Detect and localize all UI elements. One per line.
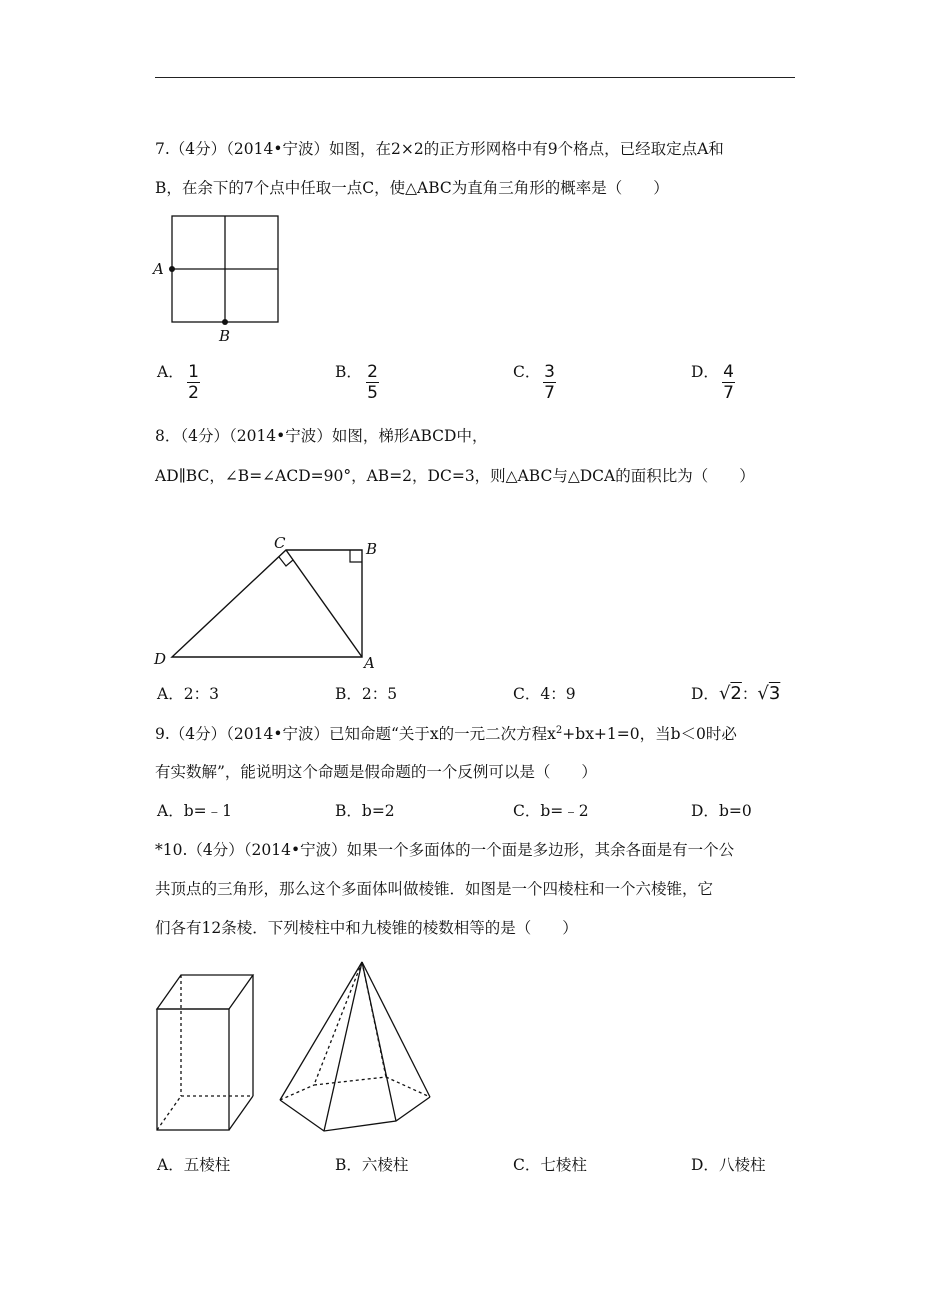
- q7-text-line2: B，在余下的7个点中任取一点C，使△ABC为直角三角形的概率是（ ）: [155, 179, 669, 197]
- label-a: A: [364, 654, 375, 672]
- value: b=﹣2: [540, 802, 589, 820]
- q7-option-d-fraction: [722, 363, 735, 402]
- q9-text-line1: [155, 724, 737, 744]
- q9-text-line2: 有实数解”，能说明这个命题是假命题的一个反例可以是（ ）: [155, 763, 597, 781]
- value: b=2: [361, 802, 395, 820]
- prism-hidden-edges: [157, 975, 253, 1130]
- prism-solid: [157, 975, 253, 1130]
- pyramid-hidden-edges: [280, 962, 430, 1100]
- q10-option-c: [513, 1155, 587, 1175]
- value: 2：5: [361, 685, 398, 703]
- trapezoid-outline: [172, 550, 362, 657]
- denominator: 5: [367, 383, 378, 403]
- numerator: 3: [544, 362, 555, 382]
- numerator: 1: [188, 362, 199, 382]
- q7-option-a-fraction: [187, 363, 200, 402]
- q7-grid-figure: [148, 210, 288, 350]
- q9-line1-post: +bx+1=0，当b＜0时必: [562, 725, 737, 743]
- q8-text-line2: AD∥BC，∠B=∠ACD=90°，AB=2，DC=3，则△ABC与△DCA的面积比为（ ）: [155, 467, 755, 485]
- q7-option-d-letter: D．: [691, 363, 719, 381]
- letter: C．: [513, 802, 541, 820]
- point-a: [169, 266, 175, 272]
- q7-option-c-fraction: [543, 363, 556, 402]
- value: 八棱柱: [718, 1156, 766, 1174]
- prism-bottom-right-edge: [229, 1096, 253, 1130]
- pyramid-base-front: [280, 1097, 430, 1131]
- letter: B．: [335, 685, 362, 703]
- q9-option-b: [335, 801, 395, 821]
- letter: B．: [335, 1156, 362, 1174]
- letter: D．: [691, 685, 719, 703]
- q10-option-d: [691, 1155, 765, 1175]
- right-angle-c: [279, 557, 293, 566]
- point-b: [222, 319, 228, 325]
- q10-text-line2: 共顶点的三角形，那么这个多面体叫做棱锥．如图是一个四棱柱和一个六棱锥，它: [155, 880, 714, 898]
- value: 六棱柱: [361, 1156, 409, 1174]
- q7-option-b-letter: B．: [335, 363, 362, 381]
- denominator: 2: [188, 383, 199, 403]
- value: 七棱柱: [540, 1156, 587, 1174]
- q10-solids-figure: [150, 955, 450, 1140]
- prism-front-face: [157, 1009, 229, 1130]
- letter: D．: [691, 802, 719, 820]
- q8-option-c: [513, 684, 576, 704]
- q8-option-a: [157, 684, 219, 704]
- value: 4：9: [540, 685, 576, 703]
- q8-option-b: [335, 684, 397, 704]
- q8-text-line1: 8．（4分）（2014•宁波）如图，梯形ABCD中，: [155, 427, 488, 445]
- q7-option-b-fraction: [366, 363, 379, 402]
- letter: C．: [513, 685, 541, 703]
- value: b=﹣1: [183, 802, 232, 820]
- value: 五棱柱: [183, 1156, 231, 1174]
- label-a: A: [153, 260, 164, 278]
- q10-text-line1: *10.（4分）（2014•宁波）如果一个多面体的一个面是多边形，其余各面是有一个公: [155, 841, 735, 859]
- radicand-2: 3: [768, 683, 781, 704]
- denominator: 7: [723, 383, 734, 403]
- q9-exponent: 2: [555, 724, 563, 736]
- separator: ：: [741, 685, 758, 703]
- numerator: 2: [367, 362, 378, 382]
- letter: A．: [157, 685, 184, 703]
- q10-text-line3: 们各有12条棱．下列棱柱中和九棱锥的棱数相等的是（ ）: [155, 919, 578, 937]
- q7-option-a-letter: A．: [157, 363, 184, 381]
- q10-option-a: [157, 1155, 230, 1175]
- q8-trapezoid-figure: [150, 530, 390, 675]
- value: 2：3: [183, 685, 219, 703]
- q7-option-c-letter: C．: [513, 363, 541, 381]
- numerator: 4: [723, 362, 734, 382]
- label-b: B: [219, 327, 231, 345]
- radicand-1: 2: [730, 683, 742, 704]
- letter: C．: [513, 1156, 541, 1174]
- prism-top-face: [157, 975, 253, 1009]
- q9-option-c: [513, 801, 589, 821]
- label-d: D: [154, 650, 167, 668]
- pyramid-solid: [280, 962, 430, 1131]
- q7-text-line1: 7.（4分）（2014•宁波）如图，在2×2的正方形网格中有9个格点，已经取定点A和: [155, 140, 724, 158]
- sqrt-sign-icon: √: [718, 683, 731, 704]
- sqrt-sign-icon: √: [757, 683, 769, 704]
- right-angle-b: [350, 550, 362, 562]
- q10-option-b: [335, 1155, 408, 1175]
- letter: A．: [157, 802, 184, 820]
- letter: D．: [691, 1156, 719, 1174]
- q9-line1-pre: 9.（4分）（2014•宁波）已知命题“关于x的一元二次方程x: [155, 725, 556, 743]
- denominator: 7: [544, 383, 555, 403]
- label-b: B: [366, 540, 378, 558]
- q9-option-a: [157, 801, 232, 821]
- letter: B．: [335, 802, 362, 820]
- letter: A．: [157, 1156, 184, 1174]
- q8-option-d: [691, 684, 780, 704]
- label-c: C: [274, 534, 286, 552]
- header-rule: [155, 77, 795, 78]
- diagonal-ca: [286, 550, 362, 657]
- q9-option-d: [691, 801, 752, 821]
- value: b=0: [718, 802, 752, 820]
